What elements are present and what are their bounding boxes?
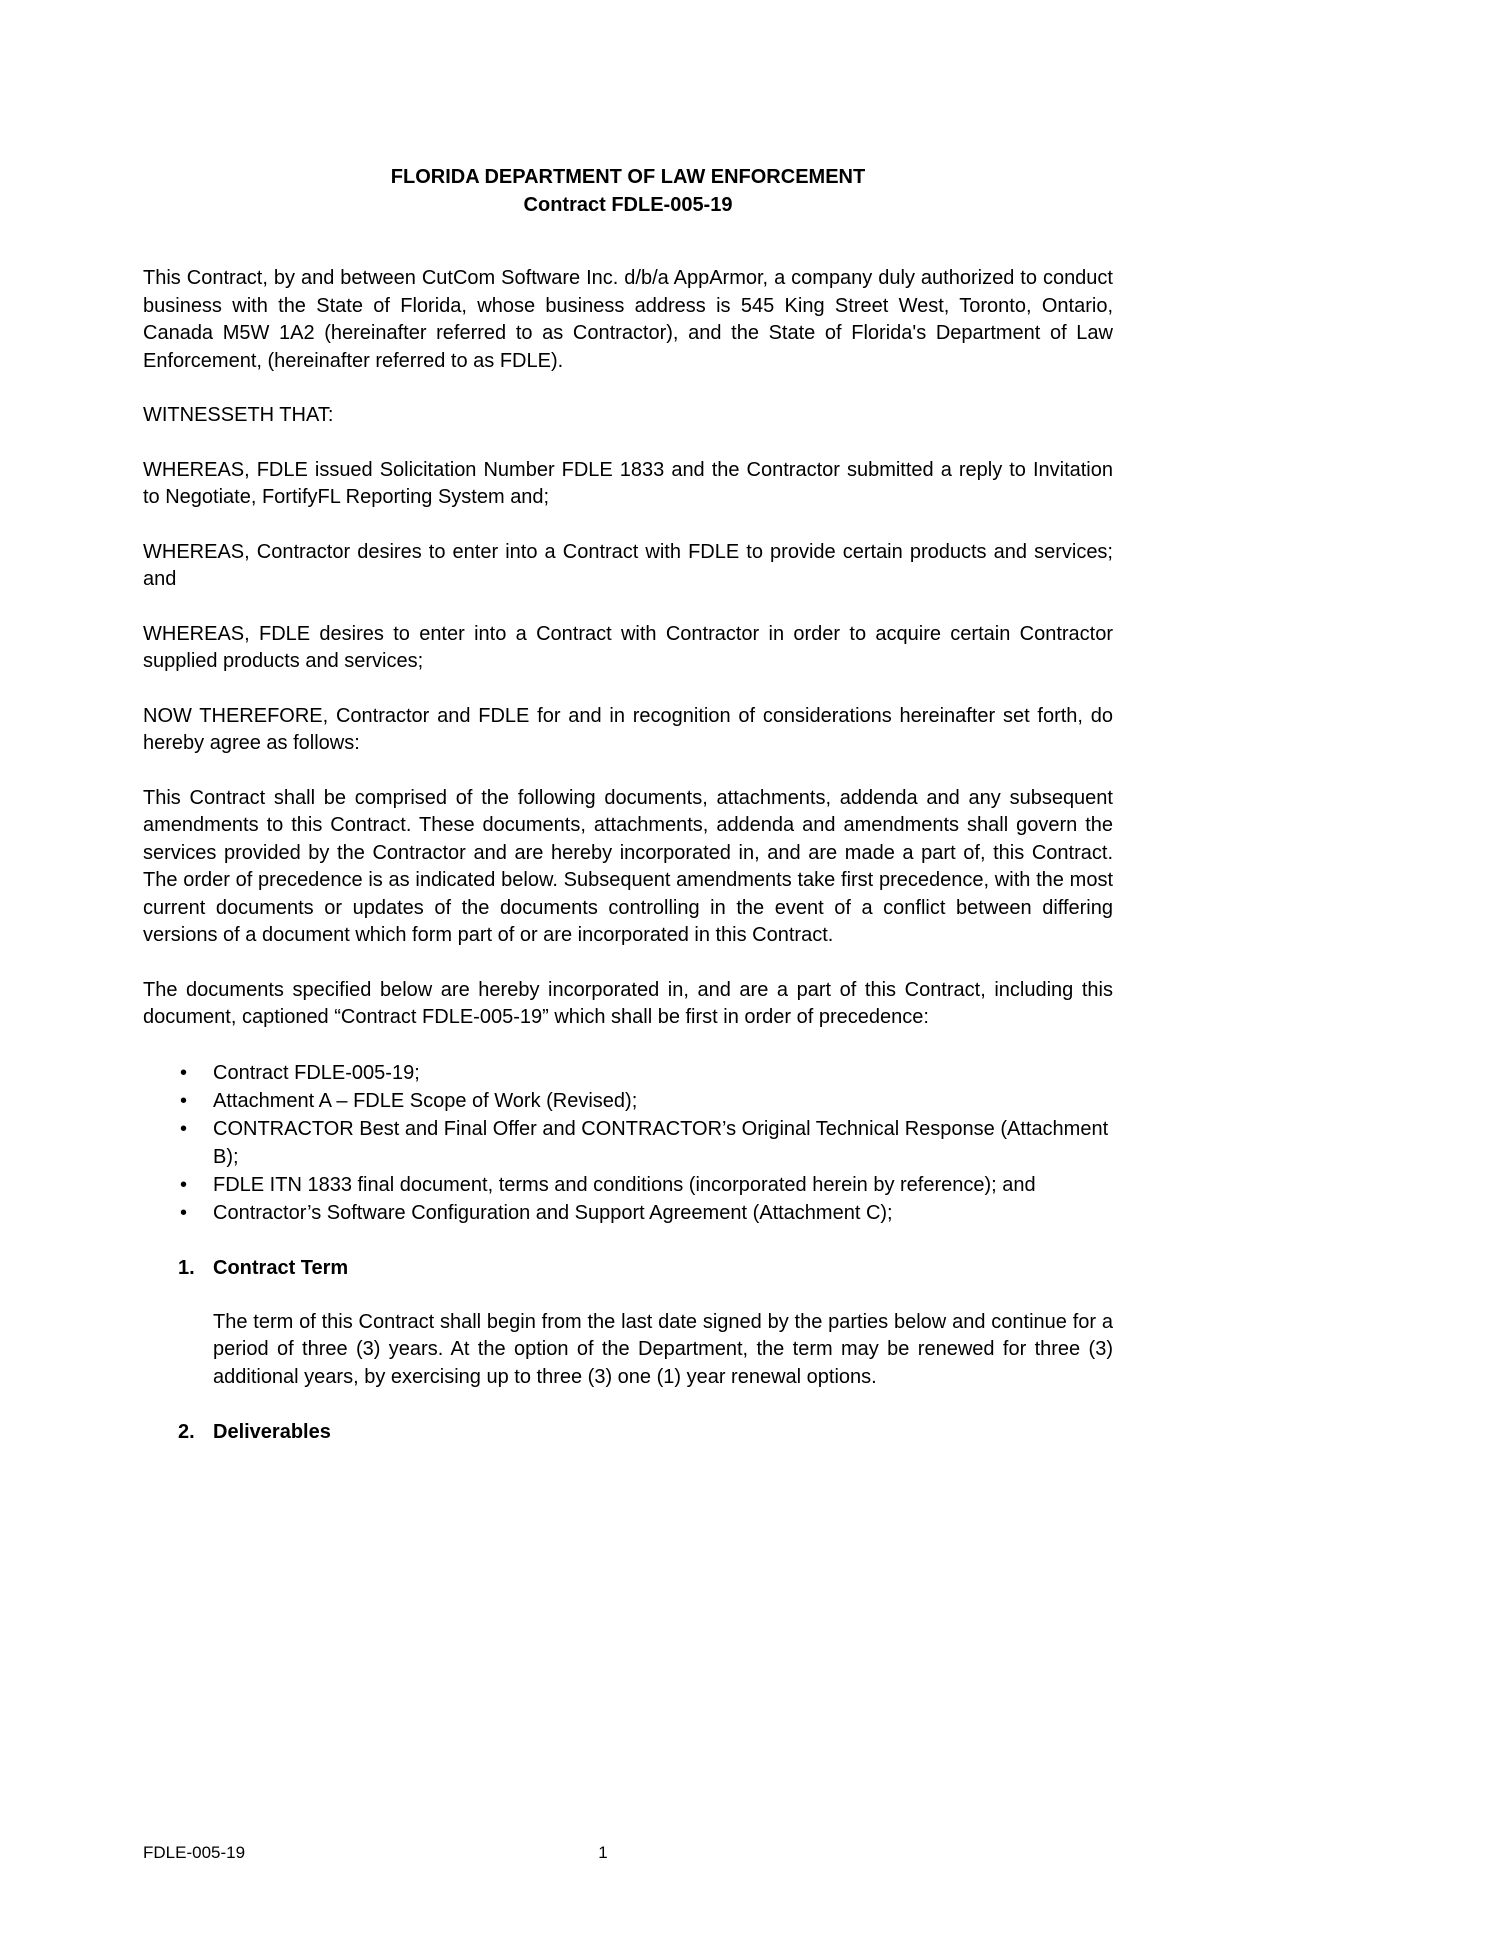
paragraph-whereas-3: WHEREAS, FDLE desires to enter into a Contract with Contractor in order to acquire certain Contractor supplied products and services;	[143, 622, 1113, 672]
section-heading	[143, 1254, 1113, 1282]
paragraph-whereas-2: WHEREAS, Contractor desires to enter into a Contract with FDLE to provide certain products and services; and	[143, 540, 1113, 590]
section-heading	[143, 1418, 1113, 1446]
section-title: Deliverables	[213, 1421, 331, 1443]
list-item	[143, 1199, 1113, 1227]
list-item	[143, 1059, 1113, 1087]
paragraph-whereas-1: WHEREAS, FDLE issued Solicitation Number FDLE 1833 and the Contractor submitted a reply to Invitation to Negotiate, FortifyFL Reporting System and;	[143, 458, 1113, 508]
list-item-text: FDLE ITN 1833 final document, terms and conditions (incorporated herein by reference); and	[213, 1173, 1036, 1196]
page-number: 1	[598, 1843, 608, 1862]
bullet-icon: •	[180, 1117, 188, 1140]
list-item	[143, 1115, 1113, 1171]
section-title: Contract Term	[213, 1256, 349, 1279]
list-item	[143, 1087, 1113, 1115]
bullet-icon: •	[180, 1201, 188, 1224]
bullet-icon: •	[180, 1089, 188, 1112]
list-item-text: Contractor’s Software Configuration and Support Agreement (Attachment C);	[213, 1201, 893, 1224]
paragraph-preamble: This Contract, by and between CutCom Software Inc. d/b/a AppArmor, a company duly authorized to conduct business with the State of Florida, whose business address is 545 King Street West, Toronto, Ontario, Canada M5W 1A2 (hereinafter referred to as Contractor), and the State of Florida's Department of Law Enforcement, (hereinafter referred to as FDLE).	[143, 267, 1113, 372]
paragraph-witnesseth: WITNESSETH THAT:	[143, 404, 334, 426]
section-contract-term	[143, 1254, 1113, 1392]
section-number: 2.	[178, 1421, 195, 1443]
contract-number: Contract FDLE-005-19	[523, 194, 733, 216]
list-item-text: Contract FDLE-005-19;	[213, 1061, 420, 1084]
list-item-text: CONTRACTOR Best and Final Offer and CONTRACTOR’s Original Technical Response (Attachment B);	[213, 1117, 1109, 1168]
paragraph-documents-specified: The documents specified below are hereby incorporated in, and are a part of this Contract, including this document, captioned “Contract FDLE-005-19” which shall be first in order of precedence:	[143, 978, 1113, 1028]
bullet-icon: •	[180, 1173, 188, 1196]
bullet-icon: •	[180, 1061, 188, 1084]
paragraph-now-therefore: NOW THEREFORE, Contractor and FDLE for and in recognition of considerations hereinafter set forth, do hereby agree as follows:	[143, 704, 1113, 754]
section-number: 1.	[178, 1256, 195, 1279]
doc-title: FLORIDA DEPARTMENT OF LAW ENFORCEMENT	[390, 166, 866, 188]
footer-doc-id: FDLE-005-19	[143, 1843, 246, 1862]
paragraph-comprised: This Contract shall be comprised of the following documents, attachments, addenda and any subsequent amendments to this Contract. These documents, attachments, addenda and amendments shall govern the services provided by the Contractor and are hereby incorporated in, and are made a part of, this Contract. The order of precedence is as indicated below. Subsequent amendments take first precedence, with the most current documents or updates of the documents controlling in the event of a conflict between differing versions of a document which form part of or are incorporated in this Contract.	[143, 786, 1113, 946]
doc-title-block	[143, 163, 1113, 219]
document-content	[143, 163, 1113, 1473]
section-body: The term of this Contract shall begin from the last date signed by the parties below and continue for a period of three (3) years. At the option of the Department, the term may be renewed for three (3) additional years, by exercising up to three (3) one (1) year renewal options.	[213, 1310, 1113, 1388]
section-deliverables	[143, 1418, 1113, 1446]
list-item	[143, 1171, 1113, 1199]
document-list	[143, 1059, 1113, 1227]
list-item-text: Attachment A – FDLE Scope of Work (Revised);	[213, 1089, 638, 1112]
